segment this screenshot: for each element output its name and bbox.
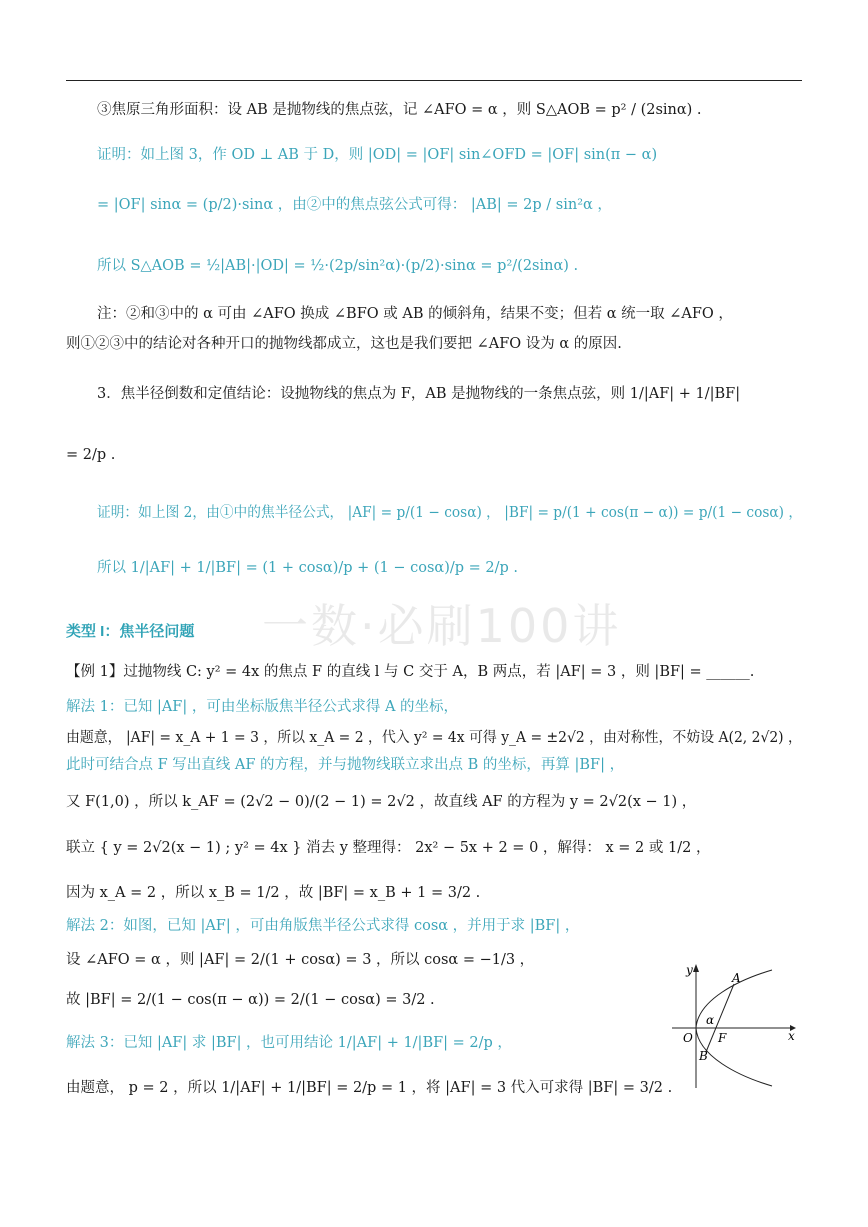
- text-line: 由题意， p = 2 ，所以 1/|AF| + 1/|BF| = 2/p = 1 ，将 |AF| = 3 代入可求得 |BF| = 3/2 .: [66, 1080, 673, 1096]
- text-line: 联立 { y = 2√2(x − 1) ; y² = 4x } 消去 y 整理得： 2x² − 5x + 2 = 0 ，解得： x = 2 或 1/2 ，: [66, 840, 711, 856]
- label-b: B: [699, 1049, 708, 1063]
- label-o: O: [683, 1031, 693, 1045]
- label-y: y: [686, 963, 693, 977]
- text-line: 证明：如上图 3，作 OD ⊥ AB 于 D，则 |OD| = |OF| sin∠OFD = |OF| sin(π − α): [97, 147, 658, 163]
- label-x: x: [788, 1029, 795, 1043]
- text-line: 证明：如上图 2，由①中的焦半径公式， |AF| = p/(1 − cosα) ， |BF| = p/(1 + cos(π − α)) = p/(1 − cosα) ，: [97, 505, 803, 521]
- text-line: 设 ∠AFO = α ，则 |AF| = 2/(1 + cosα) = 3 ，所以 cosα = −1/3 ，: [66, 952, 535, 968]
- watermark: 一数·必刷100讲: [262, 599, 622, 653]
- text-line: 又 F(1,0) ，所以 k_AF = (2√2 − 0)/(2 − 1) = 2√2 ，故直线 AF 的方程为 y = 2√2(x − 1) ，: [66, 794, 697, 810]
- section-heading: 类型 I：焦半径问题: [66, 623, 195, 640]
- parabola-figure: [668, 960, 800, 1090]
- text-line: 解法 1：已知 |AF| ，可由坐标版焦半径公式求得 A 的坐标，: [66, 699, 459, 715]
- text-line: 注：②和③中的 α 可由 ∠AFO 换成 ∠BFO 或 AB 的倾斜角，结果不变；但若 α 统一取 ∠AFO ，: [97, 306, 733, 322]
- y-axis-arrow: [693, 964, 699, 972]
- text-line: 由题意， |AF| = x_A + 1 = 3 ，所以 x_A = 2 ，代入 y² = 4x 可得 y_A = ±2√2 ，由对称性，不妨设 A(2, 2√2) ，: [66, 730, 802, 746]
- label-f: F: [718, 1031, 727, 1045]
- text-line: = 2/p .: [66, 447, 116, 463]
- text-line: 解法 3：已知 |AF| 求 |BF| ，也可用结论 1/|AF| + 1/|BF| = 2/p ，: [66, 1035, 512, 1051]
- text-line: 故 |BF| = 2/(1 − cos(π − α)) = 2/(1 − cosα) = 3/2 .: [66, 992, 435, 1008]
- text-line: 3．焦半径倒数和定值结论：设抛物线的焦点为 F，AB 是抛物线的一条焦点弦，则 1/|AF| + 1/|BF|: [97, 386, 741, 402]
- label-a: A: [732, 971, 741, 985]
- text-line: ③焦原三角形面积：设 AB 是抛物线的焦点弦，记 ∠AFO = α ，则 S△AOB = p² / (2sinα) .: [97, 102, 702, 118]
- text-line: 所以 S△AOB = ½|AB|·|OD| = ½·(2p/sin²α)·(p/2)·sinα = p²/(2sinα) .: [97, 258, 579, 274]
- text-line: 则①②③中的结论对各种开口的抛物线都成立，这也是我们要把 ∠AFO 设为 α 的原因.: [66, 336, 622, 352]
- text-line: 此时可结合点 F 写出直线 AF 的方程，并与抛物线联立求出点 B 的坐标，再算 |BF| ，: [66, 757, 625, 773]
- text-line: 因为 x_A = 2 ，所以 x_B = 1/2 ，故 |BF| = x_B + 1 = 3/2 .: [66, 885, 481, 901]
- text-line: 解法 2：如图，已知 |AF| ，可由角版焦半径公式求得 cosα ，并用于求 |BF| ，: [66, 918, 580, 934]
- header-rule: [66, 80, 802, 81]
- text-line: 所以 1/|AF| + 1/|BF| = (1 + cosα)/p + (1 − cosα)/p = 2/p .: [97, 560, 519, 576]
- label-alpha: α: [706, 1013, 715, 1027]
- text-line: = |OF| sinα = (p/2)·sinα ，由②中的焦点弦公式可得： |AB| = 2p / sin²α ，: [97, 197, 612, 213]
- text-line: 【例 1】过抛物线 C: y² = 4x 的焦点 F 的直线 l 与 C 交于 A，B 两点，若 |AF| = 3 ，则 |BF| = ______.: [66, 664, 755, 680]
